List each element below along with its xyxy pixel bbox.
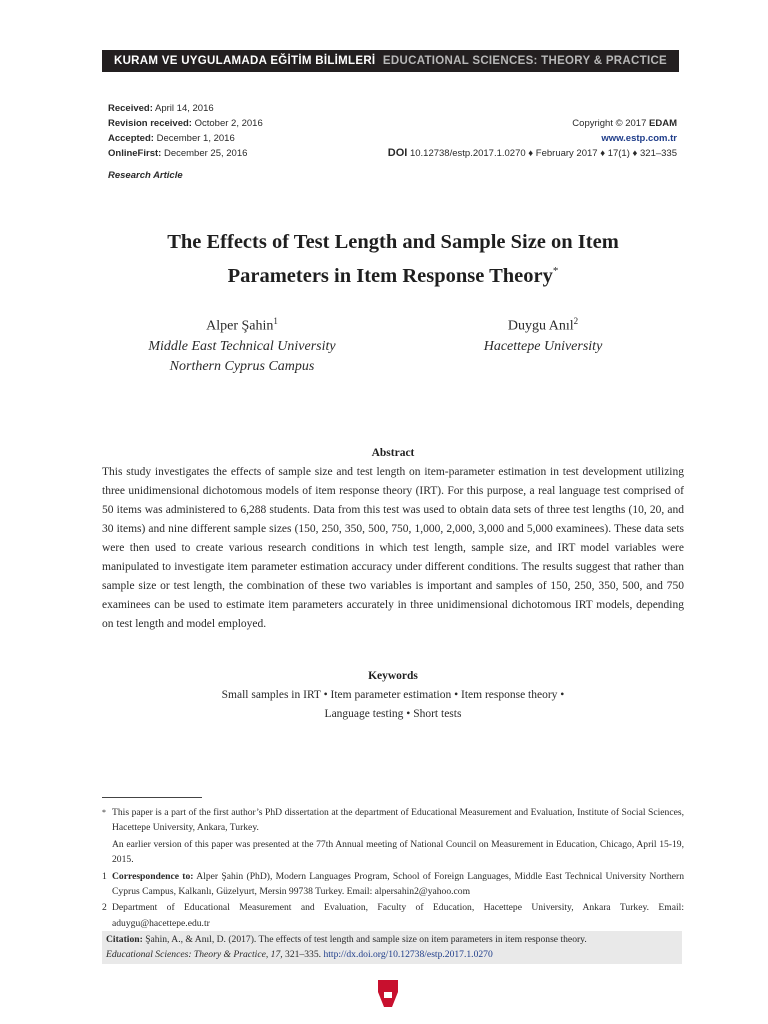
- footnote-divider: [102, 797, 202, 798]
- paper-title: The Effects of Test Length and Sample Size on Item Parameters in Item Response Theory*: [167, 231, 619, 287]
- date-revision: Revision received: October 2, 2016: [108, 118, 263, 129]
- article-dates: [108, 101, 263, 161]
- doi-link[interactable]: http://dx.doi.org/10.12738/estp.2017.1.0270: [323, 949, 493, 961]
- citation-journal: Educational Sciences: Theory & Practice, 17,: [106, 949, 283, 961]
- doi-line: DOI 10.12738/estp.2017.1.0270 ♦ February 2017 ♦ 17(1) ♦ 321–335: [387, 147, 677, 159]
- citation-label: Citation:: [106, 934, 143, 945]
- footnote-1: 1 Correspondence to: Alper Şahin (PhD), Modern Languages Program, School of Foreign Languages, Middle East Technical University Northern Cyprus Campus, Kalkanlı, Güzelyurt, Mersin 99738 Turkey. Email: alpersahin2@yahoo.com: [102, 870, 684, 898]
- keywords-heading: Keywords: [368, 670, 418, 682]
- date-received: Received: April 14, 2016: [108, 103, 214, 114]
- date-accepted: Accepted: December 1, 2016: [108, 133, 235, 144]
- keywords-list: Small samples in IRT • Item parameter estimation • Item response theory • Language testing • Short tests: [221, 689, 565, 720]
- footnote-star: * This paper is a part of the first author’s PhD dissertation at the department of Educational Measurement and Evaluation, Institute of Social Sciences, Hacettepe University, Ankara, Turkey.: [102, 807, 684, 834]
- author-name: Alper Şahin: [206, 318, 274, 334]
- author-affiliation: Hacettepe University: [483, 338, 603, 354]
- journal-title-tr: KURAM VE UYGULAMADA EĞİTİM BİLİMLERİ: [113, 55, 376, 67]
- author-affiliation: Middle East Technical University: [148, 338, 336, 354]
- journal-banner: [102, 50, 679, 72]
- author-1: Alper Şahin$^1$ Middle East Technical University Northern Cyprus Campus: [120, 311, 364, 377]
- article-type: Research Article: [108, 170, 183, 181]
- author-name: Duygu Anıl: [507, 318, 574, 334]
- date-onlinefirst: OnlineFirst: December 25, 2016: [108, 148, 248, 159]
- article-meta: [388, 116, 677, 161]
- author-2: Duygu Anıl$^2$ Hacettepe University: [440, 311, 646, 357]
- abstract-heading: Abstract: [371, 447, 415, 459]
- citation-box: [102, 931, 682, 964]
- edam-logo: [370, 970, 406, 1008]
- footnote-2: 2 Department of Educational Measurement and Evaluation, Faculty of Education, Hacettepe University, Ankara Turkey. Email: aduygu@hacettepe.edu.tr: [102, 902, 684, 929]
- copyright-line: Copyright © 2017 EDAM: [572, 118, 677, 129]
- abstract-text: This study investigates the effects of sample size and test length on item-parameter estimation in test development utilizing three unidimensional dichotomous models of item response theory (IRT). For this purpose, a real language test comprised of 50 items was administered to 6,288 students. Data from this test was used to obtain data sets of three test lengths (10, 20, and 30 items) and nine different sample sizes (150, 250, 350, 500, 750, 1,000, 2,000, 3,000 and 5,000 examinees). These data sets were then used to create various research conditions in which test length, sample size, and IRT model variables were manipulated to investigate item parameter estimation accuracy under different conditions. The results suggest that rather than sample size or test length, the combination of these two variables is important and samples of 150, 250, 350, 500, and 750 examinees can be used to estimate item parameters accurately in three unidimensional dichotomous IRT models, depending on test length and model employed.: [102, 466, 684, 630]
- author-affiliation-campus: Northern Cyprus Campus: [169, 358, 315, 374]
- footnote-earlier-version: An earlier version of this paper was presented at the 77th Annual meeting of National Council on Measurement in Education, Chicago, April 15-19, 2015.: [112, 838, 684, 866]
- citation-pages: 321–335.: [285, 949, 322, 961]
- citation-text: Şahin, A., & Anıl, D. (2017). The effects of test length and sample size on item parameters in item response theory.: [145, 934, 587, 945]
- journal-url[interactable]: www.estp.com.tr: [601, 133, 677, 144]
- journal-title-en: EDUCATIONAL SCIENCES: THEORY & PRACTICE: [382, 55, 668, 67]
- footnotes: [102, 805, 684, 932]
